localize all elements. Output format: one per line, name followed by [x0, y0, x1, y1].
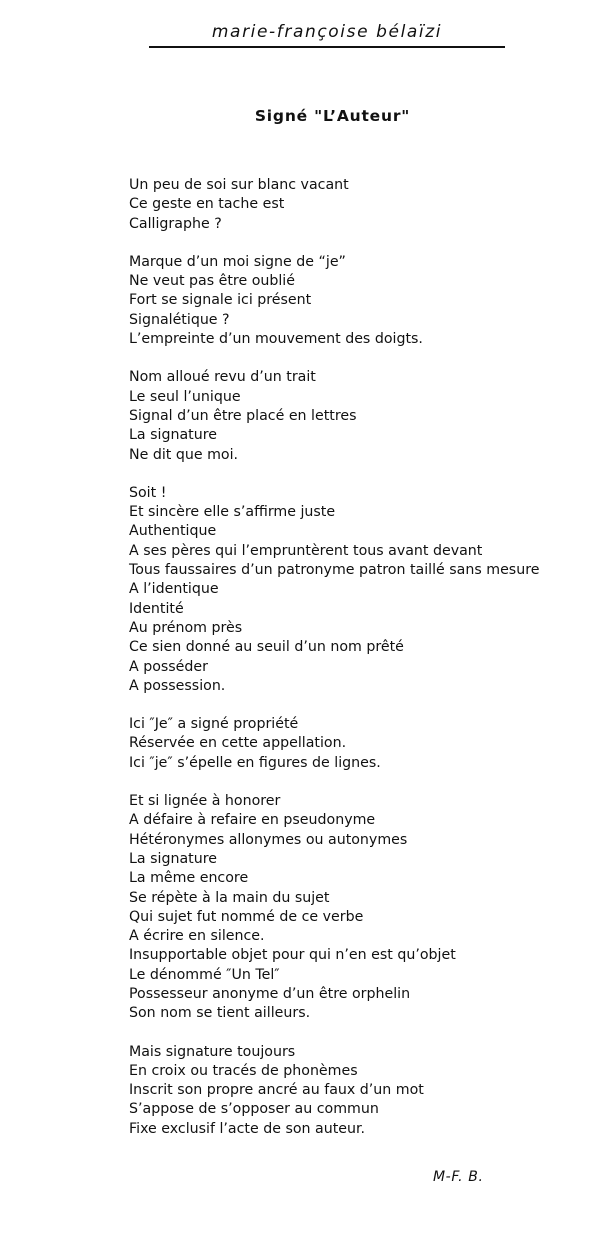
poem-line: Fort se signale ici présent	[129, 292, 312, 309]
poem-line: Mais signature toujours	[129, 1043, 296, 1060]
poem-line: Le seul l’unique	[129, 388, 241, 405]
page-header	[149, 18, 505, 48]
stanza	[129, 368, 599, 464]
poem-line: En croix ou tracés de phonèmes	[129, 1062, 358, 1079]
poem-line: Un peu de soi sur blanc vacant	[129, 177, 349, 193]
poem-line: Insupportable objet pour qui n’en est qu’objet	[129, 947, 456, 964]
poem-line: Signalétique ?	[129, 311, 230, 328]
poem-line: A écrire en silence.	[129, 928, 265, 945]
poem-line: Fixe exclusif l’acte de son auteur.	[129, 1120, 366, 1137]
poem-line: S’appose de s’opposer au commun	[129, 1101, 379, 1118]
signature-initials: M-F. B.	[433, 1169, 484, 1185]
poem-line: A l’identique	[129, 581, 219, 598]
stanza	[129, 484, 599, 696]
poem-body	[129, 176, 599, 1158]
poem-line: Ce geste en tache est	[129, 196, 285, 213]
poem-title: Signé "L’Auteur"	[254, 107, 411, 125]
poem-line: Ne dit que moi.	[129, 446, 239, 463]
poem-line: Tous faussaires d’un patronyme patron taillé sans mesure	[129, 562, 540, 579]
poem-line: La signature	[129, 427, 217, 444]
poem-line: Marque d’un moi signe de “je”	[129, 253, 346, 270]
poem-line: Se répète à la main du sujet	[129, 889, 330, 906]
poem-line: Possesseur anonyme d’un être orphelin	[129, 985, 411, 1002]
stanza	[129, 176, 599, 234]
stanza	[129, 1043, 599, 1139]
poem-line: Nom alloué revu d’un trait	[129, 369, 316, 386]
poem-line: A possession.	[129, 677, 226, 694]
poem-line: Et si lignée à honorer	[129, 793, 281, 810]
poem-line: Qui sujet fut nommé de ce verbe	[129, 908, 364, 925]
poem-line: Ici ″je″ s’épelle en figures de lignes.	[129, 754, 381, 771]
poem-line: A ses pères qui l’empruntèrent tous avant devant	[129, 542, 483, 559]
poem-line: Ici ″Je″ a signé propriété	[129, 716, 299, 733]
poem-line: Ne veut pas être oublié	[129, 273, 295, 290]
poem-line: Au prénom près	[129, 619, 243, 636]
stanza	[129, 792, 599, 1024]
poem-line: Signal d’un être placé en lettres	[129, 407, 357, 424]
poem-line: Soit !	[129, 484, 167, 501]
poem-line: L’empreinte d’un mouvement des doigts.	[129, 331, 423, 348]
poem-line: Et sincère elle s’affirme juste	[129, 504, 336, 521]
poem-line: Son nom se tient ailleurs.	[129, 1005, 311, 1022]
poem-line: Inscrit son propre ancré au faux d’un mot	[129, 1082, 424, 1099]
poem-line: Ce sien donné au seuil d’un nom prêté	[129, 639, 404, 656]
poem-line: A défaire à refaire en pseudonyme	[129, 812, 376, 829]
poem-line: Calligraphe ?	[129, 215, 222, 232]
poem-line: A posséder	[129, 658, 208, 675]
poem-line: La même encore	[129, 870, 249, 887]
stanza	[129, 253, 599, 349]
poem-line: Le dénommé ″Un Tel″	[129, 966, 280, 983]
poem-line: Authentique	[129, 523, 217, 540]
stanza	[129, 715, 599, 773]
poem-line: Réservée en cette appellation.	[129, 735, 347, 752]
author-name: marie-françoise bélaïzi	[211, 22, 443, 42]
poem-line: Hétéronymes allonymes ou autonymes	[129, 831, 408, 848]
poem-line: La signature	[129, 850, 217, 867]
poem-line: Identité	[129, 600, 184, 617]
